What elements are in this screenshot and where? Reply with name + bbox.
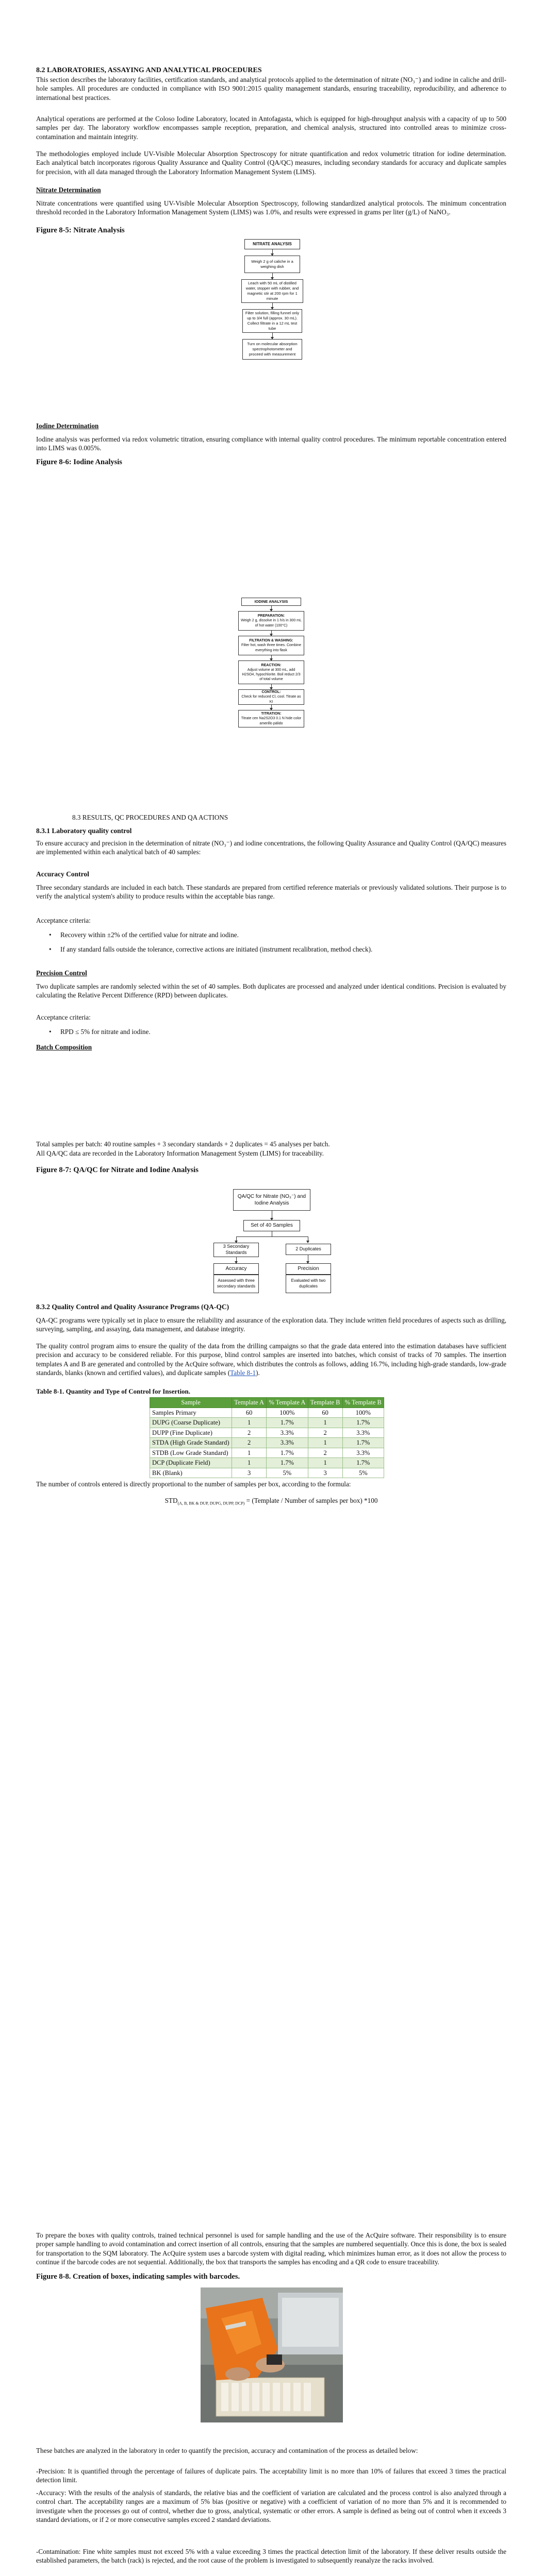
bullet-tolerance: • If any standard falls outside the tolerance, corrective actions are initiated (instrument recalibration, method check). [49,945,518,954]
arrow [236,1257,237,1263]
iodine-step-2: PREPARATION: Weigh 2 g, dissolve in 1 h/s in 300 mL of hot water (100°C) [238,611,304,631]
arrow [272,303,273,309]
precision-box: Precision [286,1263,331,1275]
box-preparation-text: To prepare the boxes with quality controls, trained technical personnel is used for sample handling and the use of the AcQuire software. Their responsibility is to ensure proper sample handling to avoid contamination and correct insertion of all controls, ensuring that the samples are numbered sequentially. Once this is done, the box is sealed for transportation to the SQM laboratory. The AcQuire system uses a barcode system with digital reading, which minimizes human error, as it does not allow the process to continue if the barcode codes are not sequential. Additionally, the box that transports the samples has encoding and a QR code to ensure traceability. [36,2231,506,2266]
section-8-3-2-title: 8.3.2 Quality Control and Quality Assurance Programs (QA-QC) [36,1303,229,1311]
accuracy-heading: Accuracy Control [36,870,89,878]
controls-formula-intro: The number of controls entered is directly proportional to the number of samples per box, according to the formula: [36,1480,351,1488]
nitrate-text: Nitrate concentrations were quantified using UV-Visible Molecular Absorption Spectroscopy, following standardized analytical protocols. The minimum concentration threshold recorded in the Laboratory Information Management System (LIMS) was 1.0%, and results were expressed in grams per liter (g/L) of NaNO₃. [36,199,506,216]
col-header: Sample [150,1398,232,1408]
table-8-1-link[interactable]: Table 8-1 [230,1369,256,1377]
arrow [272,333,273,339]
arrow [271,705,272,710]
table-row [150,1458,384,1468]
qaqc-top-box: QA/QC for Nitrate (NO₃⁻) and Iodine Analysis [233,1189,310,1211]
iodine-text: Iodine analysis was performed via redox volumetric titration, ensuring compliance with internal quality control procedures. The minimum reportable concentration entered into LIMS was 0.005%. [36,435,506,452]
col-header: % Template B [342,1398,384,1408]
table-cell: STDB (Low Grade Standard) [150,1448,232,1458]
table-cell: DUPG (Coarse Duplicate) [150,1418,232,1428]
table-cell: 1.7% [342,1418,384,1428]
table-cell: 1.7% [267,1418,308,1428]
section-8-2-intro: This section describes the laboratory facilities, certification standards, and analytical protocols applied to the determination of nitrate (NO₃⁻) and iodine in caliche and drill-hole samples. All procedures are conducted in compliance with ISO 9001:2015 quality management standards, ensuring traceability, reproducibility, and adherence to international best practices. [36,76,506,101]
figure-8-8-caption: Figure 8-8. Creation of boxes, indicating samples with barcodes. [36,2273,240,2281]
bullet-rpd: • RPD ≤ 5% for nitrate and iodine. [49,1027,518,1036]
nitrate-step-5: Turn on molecular absorption spectrophotometer and proceed with measurement [242,339,302,360]
duplicates-box: 2 Duplicates [286,1244,331,1255]
qaqc-set-box: Set of 40 Samples [243,1220,300,1231]
iodine-step-6: TITRATION: Titrate cen Na2S2O3 0.1 N hide color amerillo pálido [238,710,304,727]
table-cell: 100% [267,1408,308,1418]
batch-heading: Batch Composition [36,1043,92,1051]
nitrate-step-2: Weigh 2 g of caliche in a weighing dish [244,256,300,273]
table-cell: 2 [232,1428,267,1438]
precision-heading: Precision Control [36,969,87,977]
table-cell: 3.3% [342,1428,384,1438]
arrow [271,684,272,689]
table-header-row [150,1398,384,1408]
table-cell: DUPP (Fine Duplicate) [150,1428,232,1438]
table-row [150,1468,384,1478]
table-cell: 1.7% [267,1448,308,1458]
secondary-standards-box: 3 Secondary Standards [213,1243,259,1257]
figure-8-5-caption: Figure 8-5: Nitrate Analysis [36,226,125,234]
nitrate-heading: Nitrate Determination [36,186,101,194]
col-header: % Template A [267,1398,308,1408]
figure-8-6-caption: Figure 8-6: Iodine Analysis [36,458,122,466]
nitrate-step-1: NITRATE ANALYSIS [244,239,300,249]
accuracy-text: Three secondary standards are included in each batch. These standards are prepared from certified reference materials or previously validated solutions. Their purpose is to verify the analytical system's ability to produce results within the acceptable bias range. [36,884,506,901]
precision-definition: -Precision: It is quantified through the percentage of failures of duplicate pairs. The acceptability limit is no more than 10% of failures that exceed 3 times the practical detection limit. [36,2467,506,2484]
figure-8-7-caption: Figure 8-7: QA/QC for Nitrate and Iodine Analysis [36,1166,199,1174]
iodine-step-4: REACTION: Adjust volume at 300 mL, add H2SO4, hypochlorite. Boil reduct 2/3 of total volume [238,660,304,684]
table-cell: 2 [232,1438,267,1448]
batch-text-1: Total samples per batch: 40 routine samples + 3 secondary standards + 2 duplicates = 45 analyses per batch. [36,1140,330,1148]
table-cell: BK (Blank) [150,1468,232,1478]
nitrate-step-3: Leach with 50 mL of distilled water, stopper with rubber, and magnetic stir at 200 rpm for 1 minute [241,279,303,303]
arrow [271,655,272,660]
precision-detail-box: Evaluated with two duplicates [286,1275,331,1293]
table-cell: 60 [232,1408,267,1418]
table-row [150,1428,384,1438]
table-cell: DCP (Duplicate Field) [150,1458,232,1468]
arrow [271,606,272,611]
table-cell: 3.3% [267,1428,308,1438]
arrow [271,631,272,636]
batch-analysis-intro: These batches are analyzed in the laboratory in order to quantify the precision, accuracy and contamination of the process as detailed below: [36,2447,418,2454]
col-header: Template A [232,1398,267,1408]
table-cell: 3 [232,1468,267,1478]
section-8-3-2-p1: QA-QC programs were typically set in place to ensure the reliability and assurance of the exploration data. They include written field procedures of aspects such as drilling, surveying, sampling, and assaying, data management, and database integrity. [36,1316,506,1333]
table-cell: 1.7% [267,1458,308,1468]
connector [236,1236,308,1237]
iodine-heading: Iodine Determination [36,422,99,430]
table-cell: 5% [267,1468,308,1478]
acceptance-criteria-2: Acceptance criteria: [36,1013,91,1021]
table-cell: 2 [308,1448,342,1458]
accuracy-box: Accuracy [213,1263,259,1275]
table-row [150,1408,384,1418]
table-cell: 3.3% [267,1438,308,1448]
batch-text-2: All QA/QC data are recorded in the Laboratory Information Management System (LIMS) for traceability. [36,1149,324,1157]
table-cell: 1 [308,1458,342,1468]
table-row [150,1438,384,1448]
table-cell: Samples Primary [150,1408,232,1418]
table-cell: 100% [342,1408,384,1418]
accuracy-definition: -Accuracy: With the results of the analysis of standards, the relative bias and the coefficient of variation are calculated and the process control is also analyzed through a control chart. The acceptability ranges are a maximum of 5% bias (positive or negative) with a coefficient of variation of no more than 5% and it is recommended to investigate when the processes go out of control, whether due to gross, analytical, systematic or other errors. A sample is defined as being out of control when it exceeds 3 standard deviations, or if 2 or more consecutive samples exceed 2 standard deviations. [36,2489,506,2524]
table-cell: 5% [342,1468,384,1478]
box-creation-photo [201,2287,343,2422]
table-cell: 1 [308,1438,342,1448]
arrow [272,249,273,256]
controls-formula: $STD_{(A, B, BK \& DUP, DUPG, DUPP, DCP)}$ = (Template / Number of samples per box) *100 [164,1497,378,1506]
section-8-3-1-text: To ensure accuracy and precision in the determination of nitrate (NO₃⁻) and iodine concentrations, the following Quality Assurance and Quality Control (QA/QC) measures are implemented within each analytical batch of 40 samples: [36,839,506,856]
table-8-1-caption: Table 8-1. Quantity and Type of Control for Insertion. [36,1387,191,1395]
iodine-step-3: FILTRATION & WASHING: Filter hot, wash three times. Combine everything into flask [238,636,304,655]
precision-text: Two duplicate samples are randomly selected within the set of 40 samples. Both duplicates are processed and analyzed under identical conditions. Precision is evaluated by calculating the Relative Percent Difference (RPD) between duplicates. [36,982,506,999]
col-header: Template B [308,1398,342,1408]
table-row [150,1448,384,1458]
iodine-step-1: IODINE ANALYSIS [241,598,301,606]
accuracy-detail-box: Assessed with three secondary standards [213,1275,259,1293]
table-cell: 60 [308,1408,342,1418]
section-8-3-1-title: 8.3.1 Laboratory quality control [36,827,132,835]
table-cell: 1.7% [342,1458,384,1468]
section-8-2-lab: Analytical operations are performed at the Coloso Iodine Laboratory, located in Antofagasta, which is equipped for high-throughput analysis with a capacity of up to 500 samples per day. The laboratory workflow encompasses sample reception, preparation, and chemical analysis, structured into controlled areas to minimize cross-contamination and maintain integrity. [36,115,506,141]
table-cell: STDA (High Grade Standard) [150,1438,232,1448]
arrow [236,1236,237,1243]
table-cell: 1 [232,1448,267,1458]
table-cell: 3 [308,1468,342,1478]
table-cell: 3.3% [342,1448,384,1458]
bullet-recovery: • Recovery within ±2% of the certified value for nitrate and iodine. [49,930,518,939]
contamination-definition: -Contamination: Fine white samples must not exceed 5% with a value exceeding 3 times the practical detection limit of the laboratory. If these deliver results outside the established parameters, the batch (rack) is rejected, and the root cause of the problem is investigated to subsequently reanalyze the racks involved. [36,2548,506,2565]
section-8-3-2-p2: The quality control program aims to ensure the quality of the data from the drilling campaigns so that the grade data entered into the estimation databases have sufficient precision and accuracy to be considered reliable. For this purpose, blind control samples are inserted into batches, which consist of tracks of 70 samples. The insertion templates A and B are generated and controlled by the AcQuire software, which distributes the controls as follows, adding 16.7%, including high-grade standards, low-grade standards, blanks (known and certified values), and duplicate samples (Table 8-1). [36,1342,506,1377]
nitrate-step-4: Filter solution, filling funnel only up to 3/4 full (approx. 30 mL). Collect filtrate in a 12 mL test tube [242,309,302,333]
arrow [272,273,273,279]
table-cell: 2 [308,1428,342,1438]
table-cell: 1 [308,1418,342,1428]
section-8-2-methods: The methodologies employed include UV-Visible Molecular Absorption Spectroscopy for nitrate quantification and redox volumetric titration for iodine determination. Each analytical batch incorporates rigorous Quality Assurance and Quality Control (QA/QC) measures, including secondary standards for accuracy and duplicate samples for precision, with all data managed through the Laboratory Information Management System (LIMS). [36,150,506,176]
iodine-step-5: CONTROL: Check for reduced Cl, cool. Titrate as KI [238,689,304,705]
table-cell: 1 [232,1458,267,1468]
acceptance-criteria-1: Acceptance criteria: [36,917,91,924]
section-8-3-title: 8.3 RESULTS, QC PROCEDURES AND QA ACTIONS [72,814,228,821]
table-cell: 1 [232,1418,267,1428]
table-row [150,1418,384,1428]
table-cell: 1.7% [342,1438,384,1448]
section-8-2-title: 8.2 LABORATORIES, ASSAYING AND ANALYTICAL PROCEDURES [36,66,262,74]
table-8-1 [150,1397,384,1478]
